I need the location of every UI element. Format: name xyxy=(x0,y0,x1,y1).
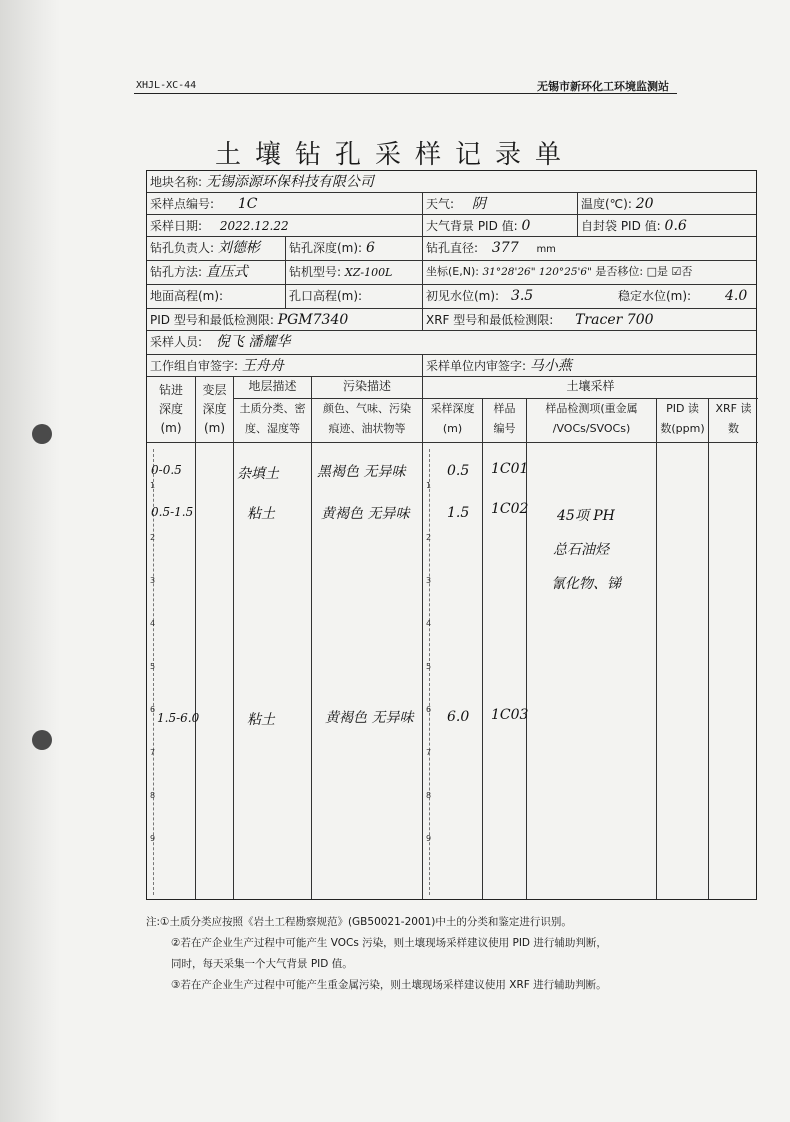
temp-cell xyxy=(577,193,758,214)
xrf-model-label: XRF 型号和最低检测限: xyxy=(426,313,554,327)
pollution-note: 黄褐色 无异味 xyxy=(321,506,410,522)
plot-label: 地块名称: xyxy=(150,175,203,189)
sample-id-value: 1C02 xyxy=(491,501,529,517)
moved-label: 是否移位: xyxy=(595,265,644,278)
init-water-label: 初见水位(m): xyxy=(426,289,500,303)
strata-desc-2: 度、湿度等 xyxy=(245,422,300,435)
weather-label: 天气: xyxy=(426,197,455,211)
pollution-note: 黑褐色 无异味 xyxy=(317,464,406,480)
layer-depth-h1: 变层 xyxy=(202,383,227,397)
col-pollution-desc xyxy=(311,399,422,443)
bag-pid-value: 0.6 xyxy=(664,218,687,234)
method-value: 直压式 xyxy=(205,264,248,280)
review-cell xyxy=(147,355,422,376)
col-xrf-reading xyxy=(708,399,758,443)
pid-model-label: PID 型号和最低检测限: xyxy=(150,313,274,327)
col-pollution-title: 污染描述 xyxy=(311,377,422,399)
plot-value: 无锡添源环保科技有限公司 xyxy=(205,174,374,190)
ground-cell xyxy=(147,285,285,308)
test-item-line: 氰化物、锑 xyxy=(551,576,621,592)
lead-label: 钻孔负责人: xyxy=(150,241,215,255)
staff-label: 采样人员: xyxy=(150,335,203,349)
depth-tick: 7 xyxy=(150,748,156,757)
diameter-value: 377 xyxy=(491,240,519,256)
date-label: 采样日期: xyxy=(150,219,203,233)
depth-label: 钻孔深度(m): xyxy=(289,241,363,255)
drill-depth-h2: 深度 xyxy=(158,402,183,416)
sample-range: 0-0.5 xyxy=(151,463,182,477)
unit-review-signature: 马小燕 xyxy=(529,358,572,374)
weather-value: 阴 xyxy=(471,196,486,212)
pid-reading-h2: 数(ppm) xyxy=(660,422,705,435)
orifice-label: 孔口高程(m): xyxy=(289,289,363,303)
xrf-model-cell xyxy=(422,309,758,330)
row-elevation xyxy=(147,285,756,309)
col-line xyxy=(708,443,709,899)
init-water-value: 3.5 xyxy=(510,288,534,304)
col-sample-id xyxy=(482,399,526,443)
unit-review-label: 采样单位内审签字: xyxy=(426,359,527,373)
depth-tick: 9 xyxy=(150,834,156,843)
organization-name: 无锡市新环化工环境监测站 xyxy=(537,80,669,93)
depth-tick: 4 xyxy=(426,619,432,628)
temp-value: 20 xyxy=(635,196,654,212)
soil-type: 粘土 xyxy=(247,712,275,728)
row-lead xyxy=(147,237,756,261)
method-label: 钻孔方法: xyxy=(150,265,203,279)
col-layer-depth-header xyxy=(195,377,233,443)
point-cell xyxy=(147,193,422,214)
test-item-line: 45项 PH xyxy=(557,508,615,524)
soil-type: 粘土 xyxy=(247,506,275,522)
bg-pid-value: 0 xyxy=(521,218,531,234)
sample-id-h2: 编号 xyxy=(493,422,516,435)
layer-depth-h2: 深度 xyxy=(202,402,227,416)
row-point xyxy=(147,193,756,215)
sample-id-value: 1C01 xyxy=(491,461,529,477)
page-title: 土壤钻孔采样记录单 xyxy=(214,140,575,170)
depth-tick: 5 xyxy=(426,662,432,671)
record-form xyxy=(146,170,757,900)
lead-cell xyxy=(147,237,285,260)
bg-pid-cell xyxy=(422,215,577,236)
moved-no-option: ☑否 xyxy=(671,265,693,278)
point-value: 1C xyxy=(237,196,258,212)
depth-tick: 8 xyxy=(426,791,432,800)
depth-scale-right xyxy=(429,449,430,895)
col-line xyxy=(195,443,196,899)
depth-tick: 3 xyxy=(150,576,156,585)
sample-depth-value: 6.0 xyxy=(447,709,470,725)
stable-water-label: 稳定水位(m): xyxy=(618,289,692,303)
layer-depth-h3: (m) xyxy=(203,421,226,435)
stable-water-value: 4.0 xyxy=(725,288,748,304)
col-line xyxy=(656,443,657,899)
pollution-desc-1: 颜色、气味、污染 xyxy=(323,402,411,415)
xrf-reading-h1: XRF 读 xyxy=(715,402,752,415)
sample-id-value: 1C03 xyxy=(491,707,529,723)
depth-tick: 1 xyxy=(150,481,156,490)
sample-depth-value: 0.5 xyxy=(447,463,470,479)
diameter-label: 钻孔直径: xyxy=(426,241,479,255)
row-plot xyxy=(147,171,756,193)
xrf-model-value: Tracer 700 xyxy=(575,312,654,328)
depth-tick: 5 xyxy=(150,662,156,671)
diameter-cell xyxy=(422,237,758,260)
moved-yes-option: □是 xyxy=(646,265,669,278)
test-item-line: 总石油烃 xyxy=(553,542,609,558)
depth-tick: 6 xyxy=(150,705,156,714)
drill-depth-h1: 钻进 xyxy=(158,383,183,397)
water-cell xyxy=(422,285,758,308)
col-sample-depth xyxy=(422,399,482,443)
header-divider xyxy=(134,93,677,94)
unit-review-cell xyxy=(422,355,758,376)
pollution-note: 黄褐色 无异味 xyxy=(325,710,414,726)
col-test-items xyxy=(526,399,656,443)
soil-sampling-header: 土壤采样 xyxy=(422,377,758,399)
col-strata-desc xyxy=(233,399,311,443)
coord-cell xyxy=(422,261,758,284)
temp-label: 温度(℃): xyxy=(581,197,632,211)
pid-model-value: PGM7340 xyxy=(277,312,349,328)
staff-value: 倪飞 潘耀华 xyxy=(215,334,291,350)
row-date xyxy=(147,215,756,237)
note-2: ②若在产企业生产过程中可能产生 VOCs 污染，则土壤现场采样建议使用 PID 进行辅助判断， xyxy=(171,937,607,949)
row-method xyxy=(147,261,756,285)
lead-value: 刘德彬 xyxy=(217,240,260,256)
staff-cell xyxy=(147,331,756,354)
depth-value: 6 xyxy=(365,240,375,256)
sample-depth-h2: (m) xyxy=(442,422,463,435)
footnotes xyxy=(146,912,607,996)
col-line xyxy=(311,443,312,899)
pid-reading-h1: PID 读 xyxy=(666,402,699,415)
depth-tick: 8 xyxy=(150,791,156,800)
sample-range: 1.5-6.0 xyxy=(157,711,200,725)
bg-pid-label: 大气背景 PID 值: xyxy=(426,219,518,233)
test-items-h2: /VOCs/SVOCs) xyxy=(552,422,631,435)
pollution-desc-2: 痕迹、油状物等 xyxy=(328,422,406,435)
orifice-cell xyxy=(285,285,422,308)
form-code: XHJL-XC-44 xyxy=(136,80,197,91)
row-staff xyxy=(147,331,756,355)
pid-model-cell xyxy=(147,309,422,330)
depth-tick: 1 xyxy=(426,481,432,490)
col-pid-reading xyxy=(656,399,708,443)
ground-label: 地面高程(m): xyxy=(150,289,224,303)
model-cell xyxy=(285,261,422,284)
note-1: 注:①土质分类应按照《岩土工程勘察规范》(GB50021-2001)中土的分类和鉴定进行识别。 xyxy=(146,916,572,928)
xrf-reading-h2: 数 xyxy=(728,422,739,435)
model-label: 钻机型号: xyxy=(289,265,342,279)
sample-depth-value: 1.5 xyxy=(447,505,470,521)
soil-type: 杂填土 xyxy=(237,466,279,482)
row-signatures xyxy=(147,355,756,377)
model-value: XZ-100L xyxy=(344,266,393,279)
depth-cell xyxy=(285,237,422,260)
date-value: 2022.12.22 xyxy=(219,219,289,233)
review-signature: 王舟舟 xyxy=(241,358,284,374)
depth-tick: 3 xyxy=(426,576,432,585)
punch-hole-bottom xyxy=(32,730,52,750)
row-instruments xyxy=(147,309,756,331)
sample-range: 0.5-1.5 xyxy=(151,505,194,519)
depth-tick: 9 xyxy=(426,834,432,843)
method-cell xyxy=(147,261,285,284)
drill-depth-h3: (m) xyxy=(160,421,182,435)
depth-tick: 2 xyxy=(150,533,156,542)
col-line xyxy=(482,443,483,899)
strata-desc-1: 土质分类、密 xyxy=(239,402,306,415)
depth-tick: 7 xyxy=(426,748,432,757)
sample-id-h1: 样品 xyxy=(493,402,516,415)
col-drill-depth-header xyxy=(147,377,195,443)
col-line xyxy=(233,443,234,899)
weather-cell xyxy=(422,193,577,214)
review-label: 工作组自审签字: xyxy=(150,359,239,373)
depth-tick: 4 xyxy=(150,619,156,628)
depth-tick: 2 xyxy=(426,533,432,542)
col-line xyxy=(422,443,423,899)
point-label: 采样点编号: xyxy=(150,197,215,211)
bag-pid-cell xyxy=(577,215,758,236)
test-items-h1: 样品检测项(重金属 xyxy=(545,402,638,415)
diameter-unit: mm xyxy=(536,244,556,255)
sample-depth-h1: 采样深度 xyxy=(430,402,475,415)
coord-label: 坐标(E,N): xyxy=(426,265,479,278)
coord-value: 31°28'26" 120°25'6" xyxy=(482,266,592,278)
col-strata-title: 地层描述 xyxy=(233,377,311,399)
bag-pid-label: 自封袋 PID 值: xyxy=(581,219,661,233)
plot-cell xyxy=(147,171,756,192)
note-2-continued: 同时，每天采集一个大气背景 PID 值。 xyxy=(171,958,353,970)
punch-hole-top xyxy=(32,424,52,444)
note-3: ③若在产企业生产过程中可能产生重金属污染，则土壤现场采样建议使用 XRF 进行辅助判断。 xyxy=(171,979,607,991)
date-cell xyxy=(147,215,422,236)
depth-tick: 6 xyxy=(426,705,432,714)
